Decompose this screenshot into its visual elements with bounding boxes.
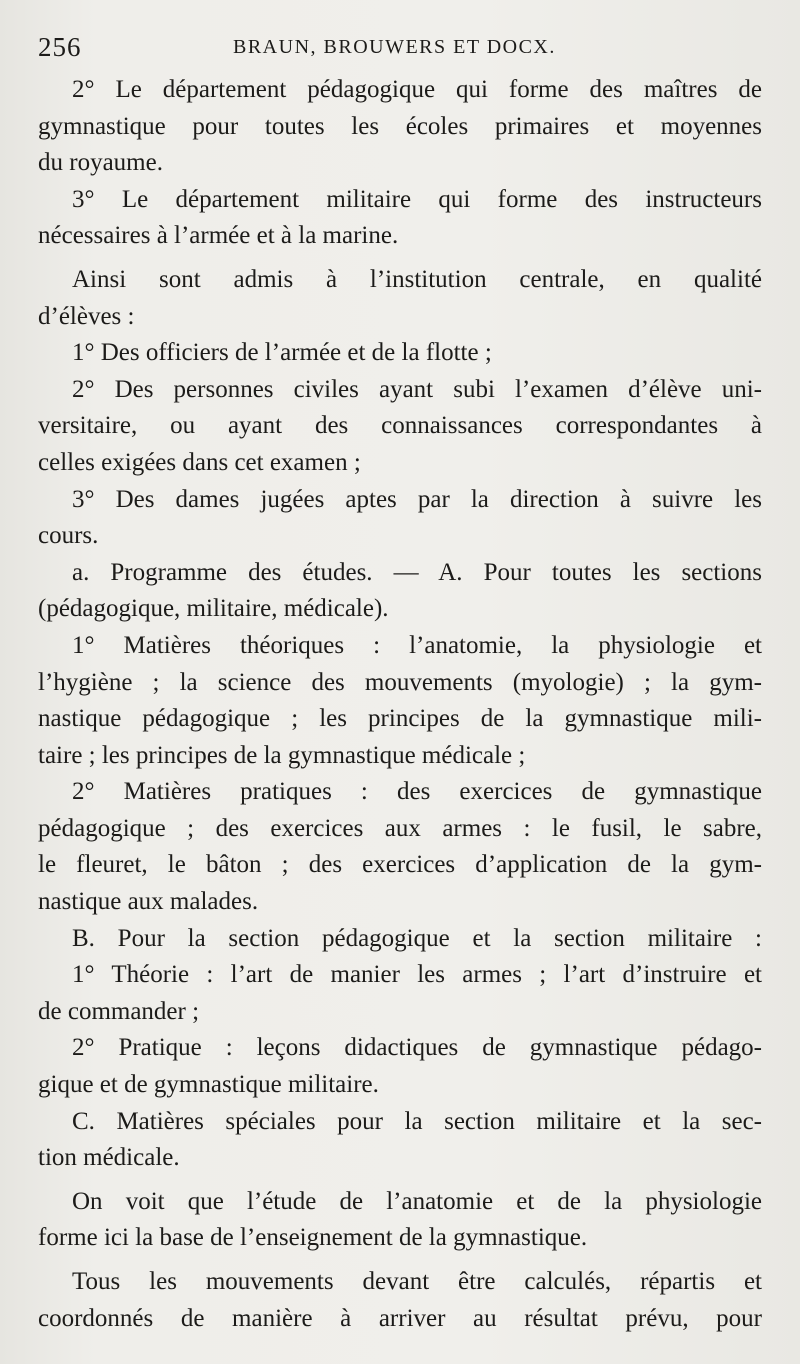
text-line: celles exigées dans cet examen ; [38, 448, 361, 476]
text-line: le fleuret, le bâton ; des exercices d’application de la gym- [38, 851, 762, 879]
text-line: 1° Des officiers de l’armée et de la flotte ; [72, 339, 492, 367]
paragraph-gap [38, 255, 762, 262]
text-line: 3° Le département militaire qui forme des instructeurs [72, 185, 762, 213]
running-head: BRAUN, BROUWERS ET DOCX. [233, 36, 556, 58]
text-line: C. Matières spéciales pour la section militaire et la sec- [72, 1107, 762, 1135]
text-line: 1° Théorie : l’art de manier les armes ; l’art d’instruire et [72, 961, 762, 989]
text-line: d’élèves : [38, 302, 135, 330]
text-line: nécessaires à l’armée et à la marine. [38, 222, 399, 250]
text-line: cours. [38, 522, 99, 550]
text-line: 2° Des personnes civiles ayant subi l’examen d’élève uni- [72, 375, 762, 403]
text-line: forme ici la base de l’enseignement de la gymnastique. [38, 1224, 588, 1252]
text-line: 3° Des dames jugées aptes par la direction à suivre les [72, 485, 762, 513]
page-header [38, 32, 764, 72]
text-line: nastique pédagogique ; les principes de la gymnastique mili- [38, 705, 762, 733]
text-line: 2° Matières pratiques : des exercices de gymnastique [72, 778, 762, 806]
text-line: gique et de gymnastique militaire. [38, 1071, 379, 1099]
text-line: du royaume. [38, 149, 163, 177]
text-line: nastique aux malades. [38, 888, 259, 916]
text-line: 2° Le département pédagogique qui forme des maîtres de [72, 76, 762, 103]
text-line: Ainsi sont admis à l’institution centrale, en qualité [72, 265, 762, 293]
text-line: On voit que l’étude de l’anatomie et de la physiologie [72, 1187, 762, 1215]
text-line: (pédagogique, militaire, médicale). [38, 595, 389, 623]
page-number: 256 [38, 32, 82, 62]
text-line: coordonnés de manière à arriver au résultat prévu, pour [38, 1304, 762, 1332]
paragraph-gap [38, 1177, 762, 1184]
text-line: gymnastique pour toutes les écoles primaires et moyennes [38, 112, 762, 140]
body-text [38, 72, 762, 1337]
text-line: versitaire, ou ayant des connaissances correspondantes à [38, 412, 762, 440]
text-line: pédagogique ; des exercices aux armes : le fusil, le sabre, [38, 814, 762, 842]
text-line: Tous les mouvements devant être calculés, répartis et [72, 1268, 762, 1295]
text-line: 1° Matières théoriques : l’anatomie, la physiologie et [72, 631, 762, 659]
text-line: tion médicale. [38, 1144, 180, 1172]
text-line: 2° Pratique : leçons didactiques de gymnastique pédago- [72, 1034, 762, 1062]
text-line: taire ; les principes de la gymnastique médicale ; [38, 741, 526, 769]
text-line: a. Programme des études. — A. Pour toutes les sections [72, 558, 762, 586]
paragraph-gap [38, 1257, 762, 1264]
text-line: B. Pour la section pédagogique et la section militaire : [72, 924, 762, 952]
text-line: l’hygiène ; la science des mouvements (myologie) ; la gym- [38, 668, 762, 696]
text-line: de commander ; [38, 997, 200, 1025]
